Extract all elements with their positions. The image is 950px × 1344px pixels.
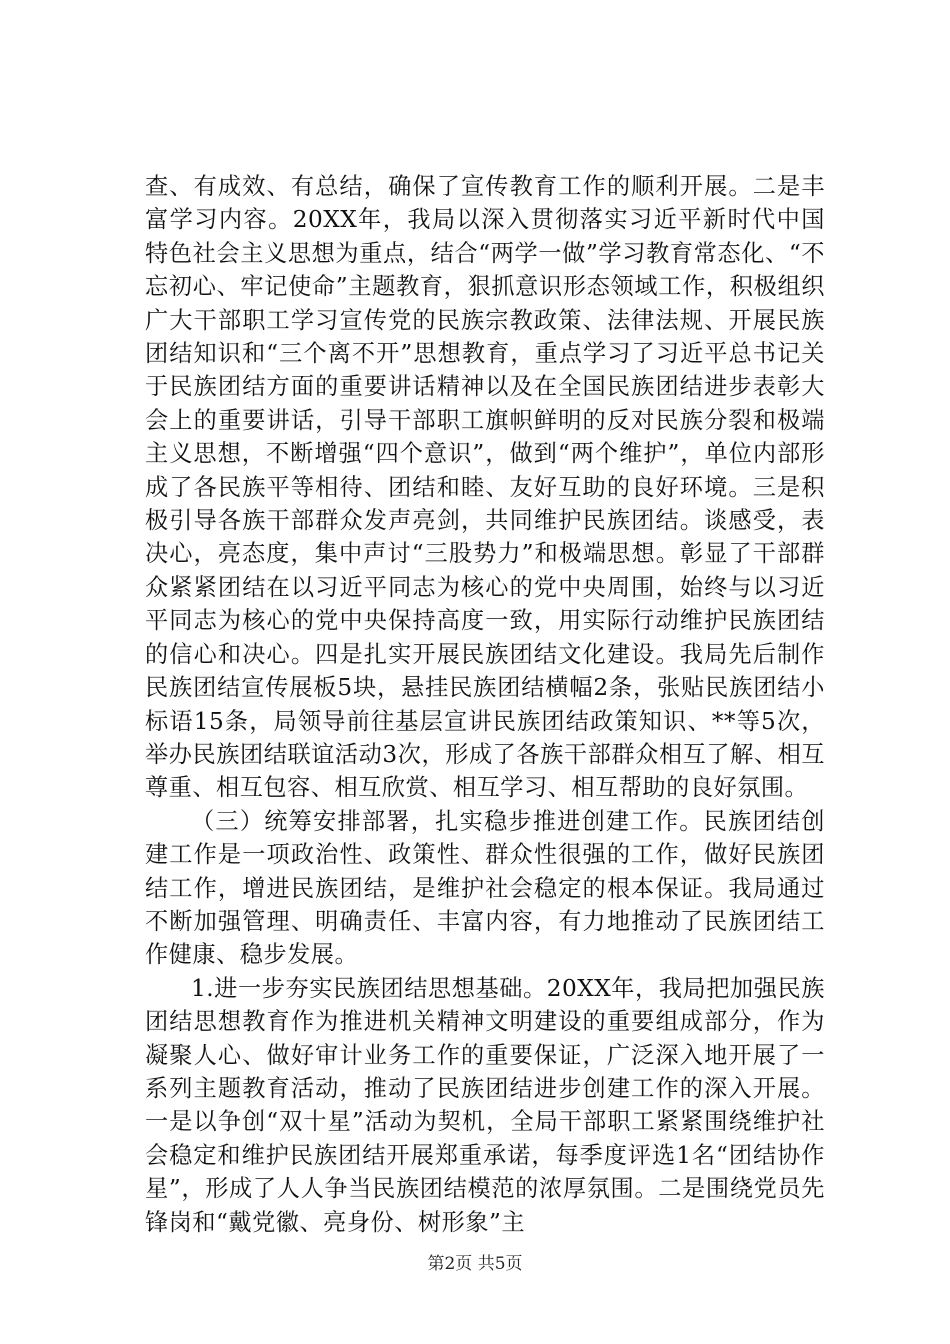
page-number-footer: 第2页 共5页 <box>427 1254 523 1274</box>
paragraph-section-three: （三）统筹安排部署，扎实稳步推进创建工作。民族团结创建工作是一项政治性、政策性、群众性很强的工作，做好民族团结工作，增进民族团结，是维护社会稳定的根本保证。我局通过不断加强管理、明确责任、丰富内容，有力地推动了民族团结工作健康、稳步发展。 <box>145 807 825 969</box>
paragraph-continued: 查、有成效、有总结，确保了宣传教育工作的顺利开展。二是丰富学习内容。20XX年，我局以深入贯彻落实习近平新时代中国特色社会主义思想为重点，结合“两学一做”学习教育常态化、“不忘初心、牢记使命”主题教育，狠抓意识形态领域工作，积极组织广大干部职工学习宣传党的民族宗教政策、法律法规、开展民族团结知识和“三个离不开”思想教育，重点学习了习近平总书记关于民族团结方面的重要讲话精神以及在全国民族团结进步表彰大会上的重要讲话，引导干部职工旗帜鲜明的反对民族分裂和极端主义思想，不断增强“四个意识”，做到“两个维护”，单位内部形成了各民族平等相待、团结和睦、友好互助的良好环境。三是积极引导各族干部群众发声亮剑，共同维护民族团结。谈感受，表决心，亮态度，集中声讨“三股势力”和极端思想。彰显了干部群众紧紧团结在以习近平同志为核心的党中央周围，始终与以习近平同志为核心的党中央保持高度一致，用实际行动维护民族团结的信心和决心。四是扎实开展民族团结文化建设。我局先后制作民族团结宣传展板5块，悬挂民族团结横幅2条，张贴民族团结小标语15条，局领导前往基层宣讲民族团结政策知识、**等5次，举办民族团结联谊活动3次，形成了各族干部群众相互了解、相互尊重、相互包容、相互欣赏、相互学习、相互帮助的良好氛围。 <box>145 173 825 802</box>
document-body <box>145 170 825 1239</box>
paragraph-item-one: 1.进一步夯实民族团结思想基础。20XX年，我局把加强民族团结思想教育作为推进机关精神文明建设的重要组成部分，作为凝聚人心、做好审计业务工作的重要保证，广泛深入地开展了一系列主题教育活动，推动了民族团结进步创建工作的深入开展。一是以争创“双十星”活动为契机，全局干部职工紧紧围绕维护社会稳定和维护民族团结开展郑重承诺，每季度评选1名“团结协作星”，形成了人人争当民族团结模范的浓厚氛围。二是围绕党员先锋岗和“戴党徽、亮身份、树形象”主 <box>145 974 825 1236</box>
